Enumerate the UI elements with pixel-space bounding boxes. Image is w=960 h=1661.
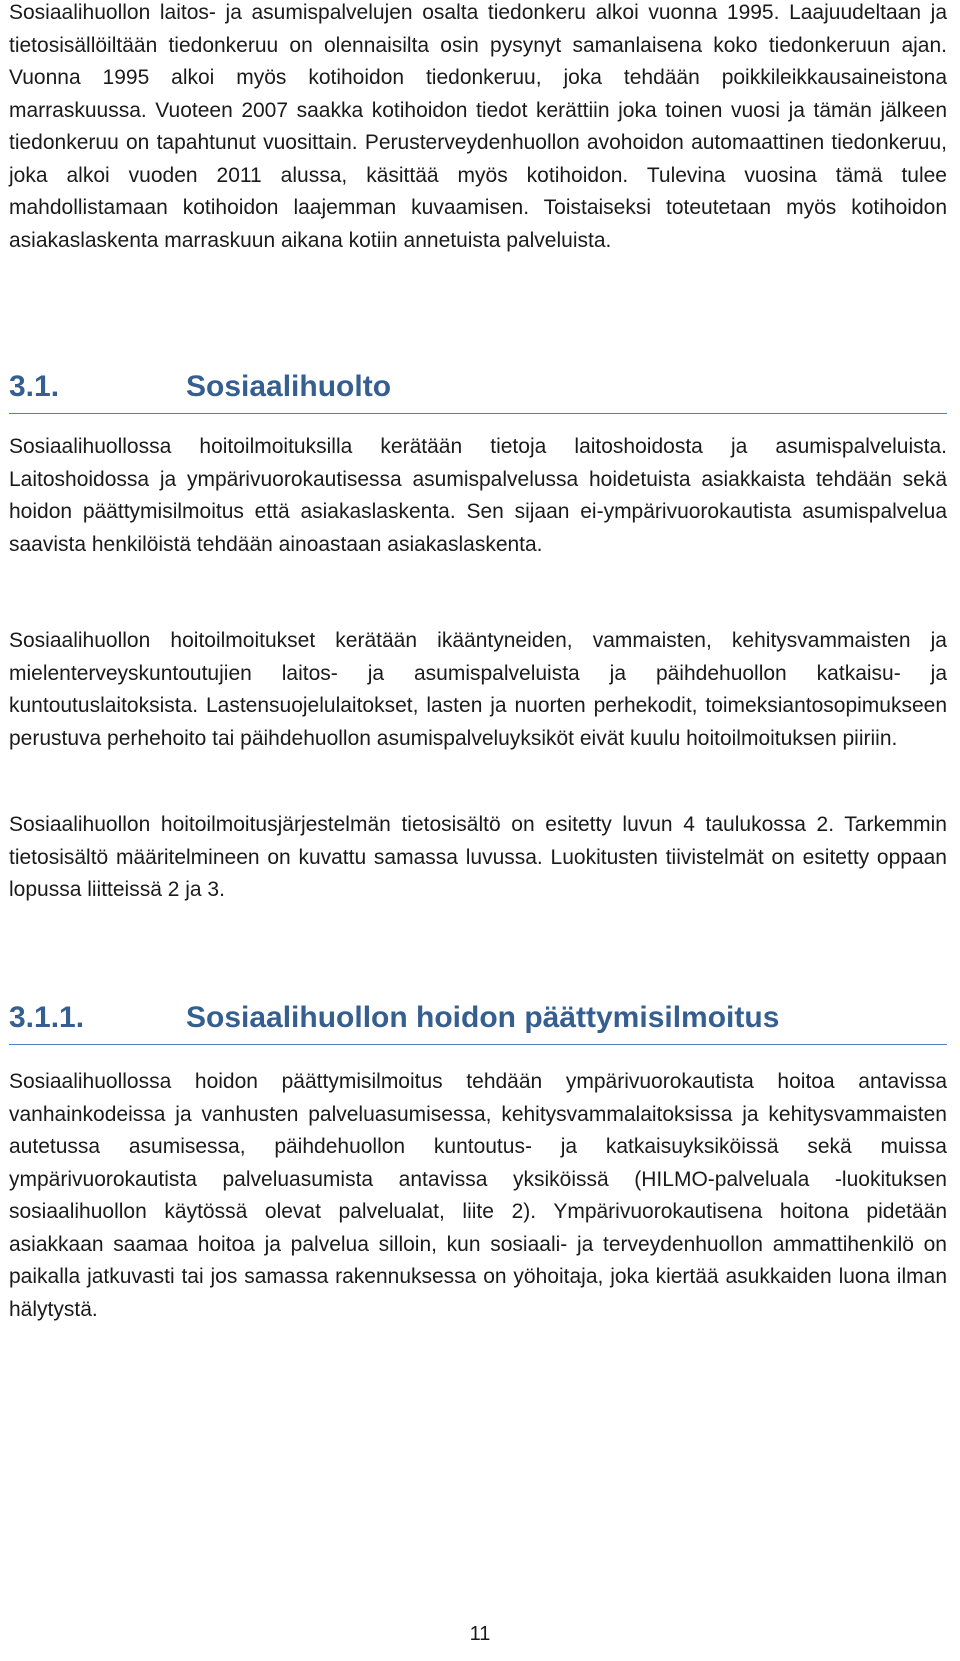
section-heading-3-1 [9,367,947,414]
section-number: 3.1. [9,370,60,403]
section-title: Sosiaalihuollon hoidon päättymisilmoitus [186,1001,780,1034]
section-3-1-paragraph-3: Sosiaalihuollon hoitoilmoitusjärjestelmän tietosisältö on esitetty luvun 4 taulukossa 2. Tarkemmin tietosisältö määritelmineen on kuvattu samassa luvussa. Luokitusten tiivistelmät on esitetty oppaan lopussa liitteissä 2 ja 3. [9,813,947,901]
section-3-1-1-paragraph-1: Sosiaalihuollossa hoidon päättymisilmoitus tehdään ympärivuorokautista hoitoa antavissa vanhainkodeissa ja vanhusten palveluasumisessa, kehitysvammalaitoksissa ja kehitysvammaisten autetussa asumisessa, päihdehuollon kuntoutus- ja katkaisuyksiköissä sekä muissa ympärivuorokautista palveluasumista antavissa yksiköissä (HILMO-palveluala -luokituksen sosiaalihuollon käytössä olevat palvelualat, liite 2). Ympärivuorokautisena hoitona pidetään asiakkaan saamaa hoitoa ja palvelua silloin, kun sosiaali- ja terveydenhuollon ammattihenkilö on paikalla jatkuvasti tai jos samassa rakennuksessa on yöhoitaja, joka kiertää asukkaiden luona ilman hälytystä. [9,1070,947,1321]
section-number: 3.1.1. [9,1001,85,1034]
section-heading-3-1-1 [9,998,947,1045]
section-3-1-paragraph-1: Sosiaalihuollossa hoitoilmoituksilla kerätään tietoja laitoshoidosta ja asumispalveluista. Laitoshoidossa ja ympärivuorokautisessa asumispalvelussa hoidetuista asiakkaista tehdään sekä hoidon päättymisilmoitus että asiakaslaskenta. Sen sijaan ei-ympärivuorokautista asumispalvelua saavista henkilöistä tehdään ainoastaan asiakaslaskenta. [9,435,947,556]
page-number: 11 [469,1623,491,1645]
intro-paragraph: Sosiaalihuollon laitos- ja asumispalvelujen osalta tiedonkeru alkoi vuonna 1995. Laajuudeltaan ja tietosisällöiltään tiedonkeruu on olennaisilta osin pysynyt samanlaisena koko tiedonkeruun ajan. Vuonna 1995 alkoi myös kotihoidon tiedonkeruu, joka tehdään poikkileikkausaineistona marraskuussa. Vuoteen 2007 saakka kotihoidon tiedot kerättiin joka toinen vuosi ja tämän jälkeen tiedonkeruu on tapahtunut vuosittain. Perusterveydenhuollon avohoidon automaattinen tiedonkeruu, joka alkoi vuoden 2011 alussa, käsittää myös kotihoidon. Tulevina vuosina tämä tulee mahdollistamaan kotihoidon laajemman kuvaamisen. Toistaiseksi toteutetaan myös kotihoidon asiakaslaskenta marraskuun aikana kotiin annetuista palveluista. [9,1,947,252]
section-title: Sosiaalihuolto [186,370,392,403]
section-3-1-paragraph-2: Sosiaalihuollon hoitoilmoitukset kerätään ikääntyneiden, vammaisten, kehitysvammaisten ja mielenterveyskuntoutujien laitos- ja asumispalveluista ja päihdehuollon katkaisu- ja kuntoutuslaitoksista. Lastensuojelulaitokset, lasten ja nuorten perhekodit, toimeksiantosopimukseen perustuva perhehoito tai päihdehuollon asumispalveluyksiköt eivät kuulu hoitoilmoituksen piiriin. [9,629,947,750]
